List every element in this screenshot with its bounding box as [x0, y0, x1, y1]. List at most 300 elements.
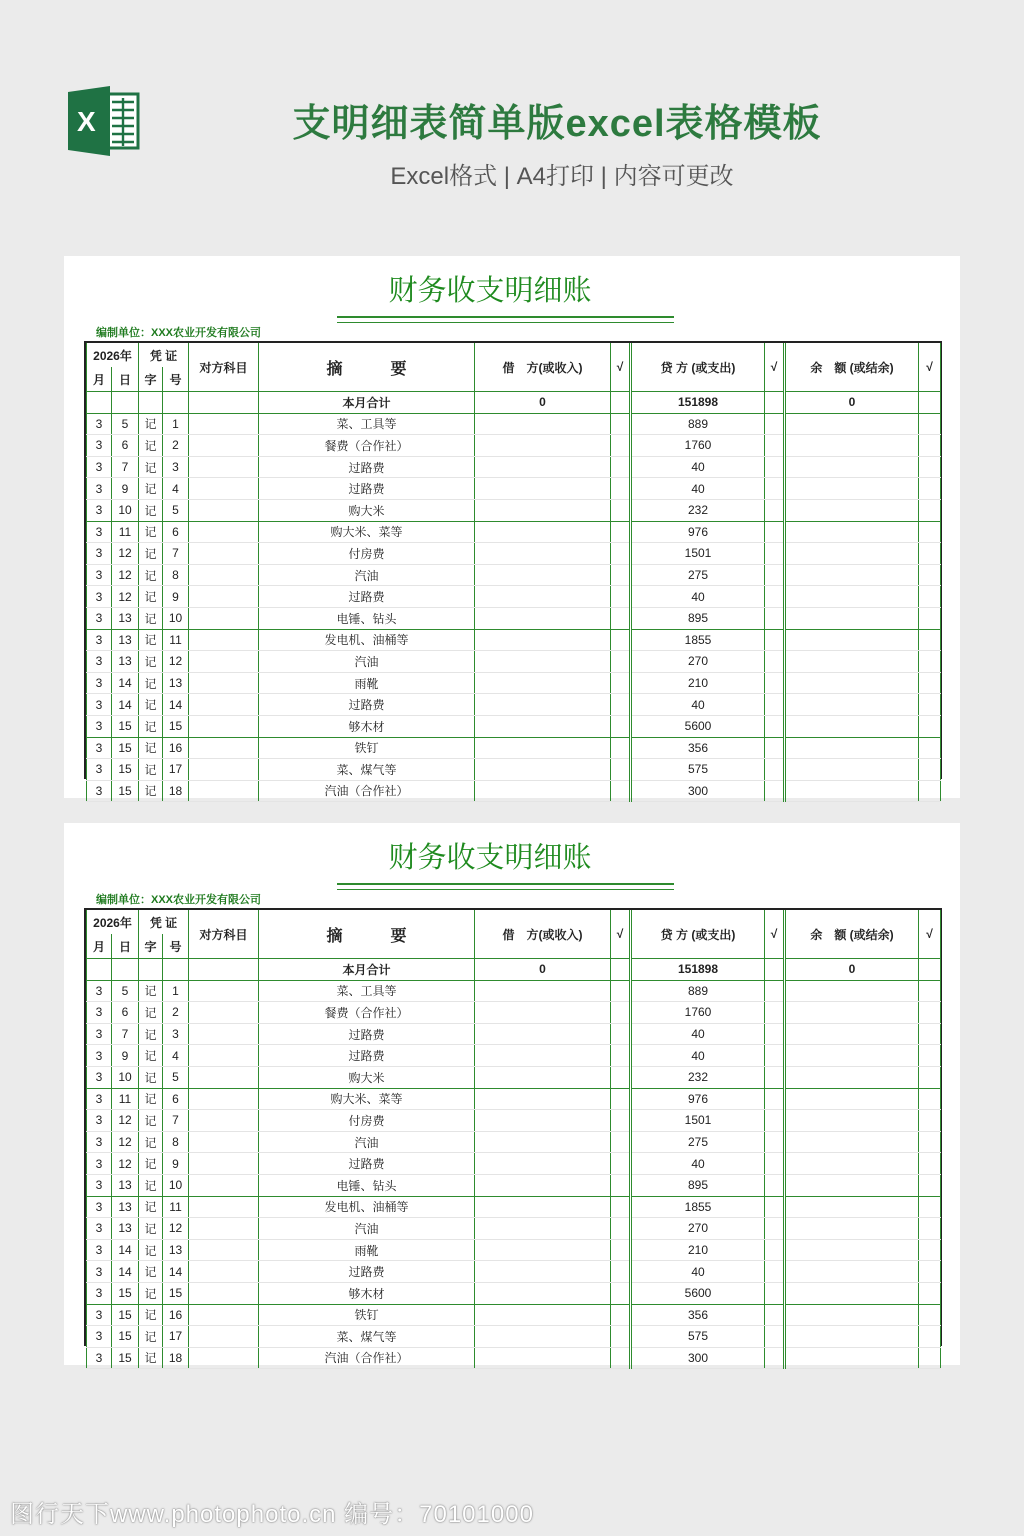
cell-debit — [475, 586, 611, 608]
totals-debit: 0 — [475, 959, 611, 981]
cell-check-2 — [765, 629, 785, 651]
cell-day: 12 — [112, 564, 139, 586]
cell-balance — [785, 1239, 919, 1261]
cell-check-3 — [919, 980, 941, 1002]
cell-check-3 — [919, 1153, 941, 1175]
cell-check-3 — [919, 607, 941, 629]
ledger-grid — [86, 910, 941, 1369]
cell-credit: 232 — [631, 499, 765, 521]
cell-debit — [475, 1304, 611, 1326]
cell-check-3 — [919, 1045, 941, 1067]
cell-month: 3 — [87, 1131, 112, 1153]
cell-check-1 — [611, 1153, 631, 1175]
cell-check-3 — [919, 1282, 941, 1304]
cell-check-1 — [611, 759, 631, 781]
cell-balance — [785, 1261, 919, 1283]
cell-check-3 — [919, 1261, 941, 1283]
cell-balance — [785, 435, 919, 457]
cell-summary: 汽油 — [259, 1131, 475, 1153]
cell-summary: 铁钉 — [259, 737, 475, 759]
table-row — [87, 607, 941, 629]
cell-account — [189, 1131, 259, 1153]
cell-voucher-no: 10 — [163, 1174, 189, 1196]
cell-account — [189, 759, 259, 781]
cell-summary: 付房费 — [259, 543, 475, 565]
cell-summary: 过路费 — [259, 1023, 475, 1045]
sheet-title: 财务收支明细账 — [388, 840, 592, 874]
table-row — [87, 1110, 941, 1132]
cell-debit — [475, 715, 611, 737]
cell-month: 3 — [87, 521, 112, 543]
cell-credit: 356 — [631, 1304, 765, 1326]
totals-label: 本月合计 — [259, 392, 475, 414]
cell-account — [189, 715, 259, 737]
cell-debit — [475, 1196, 611, 1218]
table-row — [87, 780, 941, 802]
cell-check-2 — [765, 715, 785, 737]
cell-check-1 — [611, 1239, 631, 1261]
cell-check-1 — [611, 1045, 631, 1067]
table-row — [87, 1045, 941, 1067]
cell-summary: 购大米 — [259, 1066, 475, 1088]
cell-voucher-no: 5 — [163, 1066, 189, 1088]
cell-account — [189, 435, 259, 457]
cell-account — [189, 564, 259, 586]
cell-check-1 — [611, 1110, 631, 1132]
ledger-table — [84, 341, 942, 799]
summary-header: 摘 要 — [259, 910, 475, 959]
cell-debit — [475, 737, 611, 759]
cell-account — [189, 1282, 259, 1304]
cell-check-3 — [919, 1023, 941, 1045]
cell-month: 3 — [87, 1326, 112, 1348]
cell-balance — [785, 1326, 919, 1348]
cell-month: 3 — [87, 1023, 112, 1045]
cell-check-3 — [919, 478, 941, 500]
ledger-preview-1 — [64, 256, 960, 798]
cell-check-1 — [611, 1196, 631, 1218]
cell-credit: 275 — [631, 564, 765, 586]
cell-summary: 付房费 — [259, 1110, 475, 1132]
cell-month: 3 — [87, 607, 112, 629]
cell-voucher-type: 记 — [139, 1282, 163, 1304]
sheet-title: 财务收支明细账 — [388, 273, 592, 307]
cell-check-2 — [765, 694, 785, 716]
cell-debit — [475, 694, 611, 716]
cell-month: 3 — [87, 499, 112, 521]
cell-check-2 — [765, 435, 785, 457]
cell-summary: 汽油（合作社） — [259, 780, 475, 802]
cell-balance — [785, 1110, 919, 1132]
table-row — [87, 651, 941, 673]
cell-credit: 5600 — [631, 1282, 765, 1304]
cell-credit: 40 — [631, 1045, 765, 1067]
cell-balance — [785, 980, 919, 1002]
cell-balance — [785, 1066, 919, 1088]
cell-voucher-type: 记 — [139, 1153, 163, 1175]
cell-check-2 — [765, 478, 785, 500]
cell-account — [189, 1174, 259, 1196]
cell-voucher-no: 8 — [163, 564, 189, 586]
cell-month: 3 — [87, 1153, 112, 1175]
balance-header: 余 额 (或结余) — [785, 343, 919, 392]
cell-balance — [785, 629, 919, 651]
cell-check-3 — [919, 629, 941, 651]
cell-check-3 — [919, 586, 941, 608]
cell-voucher-no: 18 — [163, 1347, 189, 1369]
cell-day: 13 — [112, 651, 139, 673]
cell-check-3 — [919, 564, 941, 586]
cell-balance — [785, 1002, 919, 1024]
cell-account — [189, 1066, 259, 1088]
table-row — [87, 694, 941, 716]
cell-day: 6 — [112, 1002, 139, 1024]
cell-check-2 — [765, 1110, 785, 1132]
table-row — [87, 543, 941, 565]
table-row — [87, 1174, 941, 1196]
cell-check-2 — [765, 586, 785, 608]
cell-day: 13 — [112, 1196, 139, 1218]
cell-balance — [785, 694, 919, 716]
cell-check-2 — [765, 1088, 785, 1110]
cell-day: 14 — [112, 694, 139, 716]
cell-account — [189, 413, 259, 435]
cell-balance — [785, 564, 919, 586]
cell-account — [189, 651, 259, 673]
table-row — [87, 1304, 941, 1326]
cell-debit — [475, 1088, 611, 1110]
cell-credit: 5600 — [631, 715, 765, 737]
cell-account — [189, 1002, 259, 1024]
check-header-1: √ — [611, 343, 631, 392]
cell-month: 3 — [87, 478, 112, 500]
cell-voucher-type: 记 — [139, 456, 163, 478]
cell-summary: 够木材 — [259, 715, 475, 737]
cell-check-1 — [611, 413, 631, 435]
table-row — [87, 1131, 941, 1153]
cell-voucher-type: 记 — [139, 1023, 163, 1045]
table-row — [87, 413, 941, 435]
cell-credit: 889 — [631, 980, 765, 1002]
cell-day: 12 — [112, 586, 139, 608]
cell-balance — [785, 1023, 919, 1045]
table-row — [87, 629, 941, 651]
hao-header: 号 — [163, 367, 189, 392]
cell-month: 3 — [87, 1196, 112, 1218]
cell-check-3 — [919, 651, 941, 673]
cell-day: 14 — [112, 1239, 139, 1261]
cell-voucher-no: 8 — [163, 1131, 189, 1153]
cell-day: 14 — [112, 672, 139, 694]
cell-account — [189, 1218, 259, 1240]
cell-debit — [475, 521, 611, 543]
totals-balance: 0 — [785, 959, 919, 981]
cell-check-1 — [611, 715, 631, 737]
cell-check-1 — [611, 1304, 631, 1326]
cell-balance — [785, 1045, 919, 1067]
cell-summary: 餐费（合作社） — [259, 1002, 475, 1024]
cell-check-1 — [611, 564, 631, 586]
cell-balance — [785, 1174, 919, 1196]
cell-voucher-type: 记 — [139, 1174, 163, 1196]
cell-balance — [785, 521, 919, 543]
cell-credit: 300 — [631, 1347, 765, 1369]
credit-header: 贷 方 (或支出) — [631, 343, 765, 392]
cell-check-2 — [765, 543, 785, 565]
cell-account — [189, 672, 259, 694]
cell-check-2 — [765, 521, 785, 543]
check-header-3: √ — [919, 343, 941, 392]
cell-month: 3 — [87, 1174, 112, 1196]
cell-debit — [475, 1110, 611, 1132]
totals-label: 本月合计 — [259, 959, 475, 981]
cell-account — [189, 607, 259, 629]
cell-voucher-no: 15 — [163, 715, 189, 737]
totals-credit: 151898 — [631, 392, 765, 414]
cell-voucher-no: 1 — [163, 413, 189, 435]
cell-check-2 — [765, 499, 785, 521]
cell-debit — [475, 564, 611, 586]
title-underline — [337, 883, 674, 890]
cell-check-1 — [611, 456, 631, 478]
day-header: 日 — [112, 367, 139, 392]
cell-balance — [785, 1088, 919, 1110]
check-header-2: √ — [765, 343, 785, 392]
cell-voucher-no: 18 — [163, 780, 189, 802]
cell-check-3 — [919, 780, 941, 802]
cell-summary: 过路费 — [259, 694, 475, 716]
table-row — [87, 1218, 941, 1240]
cell-check-3 — [919, 1131, 941, 1153]
cell-credit: 575 — [631, 759, 765, 781]
cell-summary: 电锤、钻头 — [259, 607, 475, 629]
cell-voucher-type: 记 — [139, 499, 163, 521]
cell-credit: 40 — [631, 1261, 765, 1283]
cell-account — [189, 586, 259, 608]
cell-day: 12 — [112, 1131, 139, 1153]
cell-debit — [475, 1131, 611, 1153]
cell-check-3 — [919, 1174, 941, 1196]
totals-credit: 151898 — [631, 959, 765, 981]
cell-debit — [475, 543, 611, 565]
cell-summary: 汽油 — [259, 651, 475, 673]
cell-check-1 — [611, 780, 631, 802]
cell-account — [189, 543, 259, 565]
cell-check-1 — [611, 499, 631, 521]
table-row — [87, 1153, 941, 1175]
cell-account — [189, 1196, 259, 1218]
cell-day: 15 — [112, 780, 139, 802]
company-name: 编制单位：XXX农业开发有限公司 — [96, 327, 262, 339]
cell-check-1 — [611, 1326, 631, 1348]
cell-check-2 — [765, 1153, 785, 1175]
cell-account — [189, 1153, 259, 1175]
table-row — [87, 1326, 941, 1348]
cell-check-2 — [765, 651, 785, 673]
cell-check-3 — [919, 435, 941, 457]
cell-account — [189, 629, 259, 651]
cell-check-1 — [611, 1002, 631, 1024]
cell-account — [189, 1326, 259, 1348]
cell-account — [189, 1347, 259, 1369]
cell-month: 3 — [87, 413, 112, 435]
cell-voucher-no: 10 — [163, 607, 189, 629]
cell-check-1 — [611, 543, 631, 565]
table-row — [87, 564, 941, 586]
cell-voucher-no: 16 — [163, 1304, 189, 1326]
cell-credit: 270 — [631, 1218, 765, 1240]
cell-day: 10 — [112, 499, 139, 521]
cell-day: 14 — [112, 1261, 139, 1283]
cell-credit: 575 — [631, 1326, 765, 1348]
cell-credit: 356 — [631, 737, 765, 759]
debit-header: 借 方(或收入) — [475, 343, 611, 392]
cell-voucher-type: 记 — [139, 715, 163, 737]
cell-check-2 — [765, 759, 785, 781]
cell-summary: 菜、煤气等 — [259, 1326, 475, 1348]
cell-summary: 铁钉 — [259, 1304, 475, 1326]
cell-debit — [475, 629, 611, 651]
cell-day: 15 — [112, 737, 139, 759]
cell-debit — [475, 1066, 611, 1088]
table-row — [87, 499, 941, 521]
cell-debit — [475, 1239, 611, 1261]
cell-summary: 发电机、油桶等 — [259, 629, 475, 651]
cell-voucher-no: 6 — [163, 521, 189, 543]
table-row — [87, 737, 941, 759]
cell-voucher-type: 记 — [139, 651, 163, 673]
cell-balance — [785, 1196, 919, 1218]
cell-check-3 — [919, 413, 941, 435]
table-row — [87, 1066, 941, 1088]
cell-summary: 过路费 — [259, 1261, 475, 1283]
cell-check-1 — [611, 521, 631, 543]
cell-balance — [785, 1153, 919, 1175]
table-row — [87, 456, 941, 478]
table-row — [87, 1196, 941, 1218]
cell-check-2 — [765, 1218, 785, 1240]
cell-debit — [475, 780, 611, 802]
cell-check-1 — [611, 586, 631, 608]
cell-check-1 — [611, 1347, 631, 1369]
cell-balance — [785, 586, 919, 608]
cell-voucher-type: 记 — [139, 1110, 163, 1132]
cell-month: 3 — [87, 759, 112, 781]
cell-voucher-type: 记 — [139, 1261, 163, 1283]
cell-day: 15 — [112, 1304, 139, 1326]
totals-row — [87, 392, 941, 414]
cell-credit: 40 — [631, 456, 765, 478]
cell-credit: 1501 — [631, 543, 765, 565]
cell-check-1 — [611, 1218, 631, 1240]
cell-balance — [785, 499, 919, 521]
cell-check-2 — [765, 1174, 785, 1196]
cell-summary: 过路费 — [259, 456, 475, 478]
cell-balance — [785, 543, 919, 565]
cell-credit: 895 — [631, 607, 765, 629]
cell-balance — [785, 456, 919, 478]
cell-voucher-no: 17 — [163, 1326, 189, 1348]
cell-check-3 — [919, 499, 941, 521]
check-header-3: √ — [919, 910, 941, 959]
cell-summary: 购大米、菜等 — [259, 521, 475, 543]
cell-voucher-no: 2 — [163, 435, 189, 457]
cell-check-1 — [611, 651, 631, 673]
cell-check-1 — [611, 1282, 631, 1304]
cell-month: 3 — [87, 980, 112, 1002]
cell-credit: 40 — [631, 586, 765, 608]
table-row — [87, 1088, 941, 1110]
cell-balance — [785, 780, 919, 802]
cell-check-3 — [919, 1066, 941, 1088]
cell-balance — [785, 1304, 919, 1326]
cell-voucher-no: 7 — [163, 543, 189, 565]
cell-month: 3 — [87, 651, 112, 673]
cell-check-2 — [765, 1261, 785, 1283]
cell-month: 3 — [87, 694, 112, 716]
credit-header: 贷 方 (或支出) — [631, 910, 765, 959]
cell-debit — [475, 1218, 611, 1240]
day-header: 日 — [112, 934, 139, 959]
cell-day: 9 — [112, 1045, 139, 1067]
cell-check-2 — [765, 1002, 785, 1024]
cell-month: 3 — [87, 1066, 112, 1088]
cell-debit — [475, 1153, 611, 1175]
month-header: 月 — [87, 934, 112, 959]
cell-account — [189, 780, 259, 802]
cell-voucher-no: 13 — [163, 672, 189, 694]
cell-balance — [785, 715, 919, 737]
cell-check-2 — [765, 456, 785, 478]
cell-account — [189, 1045, 259, 1067]
cell-day: 15 — [112, 715, 139, 737]
cell-day: 5 — [112, 413, 139, 435]
header-row — [87, 910, 941, 934]
cell-voucher-type: 记 — [139, 1002, 163, 1024]
cell-check-3 — [919, 1347, 941, 1369]
table-row — [87, 1023, 941, 1045]
cell-check-3 — [919, 672, 941, 694]
cell-voucher-no: 4 — [163, 1045, 189, 1067]
cell-check-1 — [611, 1174, 631, 1196]
cell-account — [189, 1261, 259, 1283]
cell-voucher-no: 11 — [163, 629, 189, 651]
cell-voucher-type: 记 — [139, 1131, 163, 1153]
cell-voucher-type: 记 — [139, 694, 163, 716]
cell-month: 3 — [87, 1045, 112, 1067]
cell-voucher-type: 记 — [139, 672, 163, 694]
cell-check-1 — [611, 478, 631, 500]
cell-month: 3 — [87, 715, 112, 737]
page-title: 支明细表简单版excel表格模板 — [292, 103, 822, 145]
table-row — [87, 759, 941, 781]
account-header: 对方科目 — [189, 343, 259, 392]
cell-check-3 — [919, 1326, 941, 1348]
cell-debit — [475, 435, 611, 457]
title-underline — [337, 316, 674, 323]
cell-check-3 — [919, 759, 941, 781]
cell-check-3 — [919, 1196, 941, 1218]
cell-debit — [475, 478, 611, 500]
cell-debit — [475, 499, 611, 521]
cell-check-2 — [765, 980, 785, 1002]
table-row — [87, 1347, 941, 1369]
cell-credit: 275 — [631, 1131, 765, 1153]
cell-credit: 1760 — [631, 1002, 765, 1024]
cell-account — [189, 1304, 259, 1326]
year-header: 2026年 — [87, 910, 139, 934]
cell-credit: 976 — [631, 1088, 765, 1110]
